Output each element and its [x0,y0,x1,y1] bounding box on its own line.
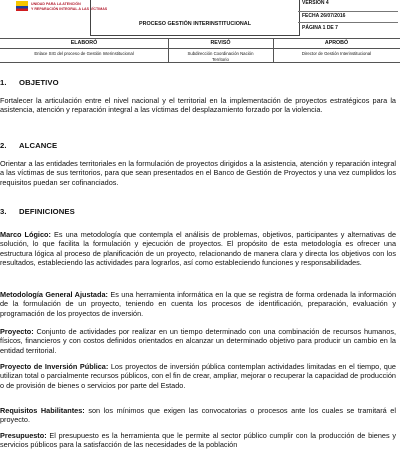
header-reviso: REVISÓ [210,40,231,46]
section-number: 3. [0,207,7,216]
definition-paragraph [0,406,396,425]
divider [298,22,398,23]
definition-text: Los proyectos de inversión pública contemplan actividades limitadas en el tiempo, que utilizan total o parcialmente recursos públicos, con el fin de crear, ampliar, mejorar o recuperar la capacidad de producción o de provisión de bienes o servicios por parte del Estado. [0,362,396,390]
definition-text: son los mínimos que exigen las convocatorias o procesos ante los cuales se tramitará el proyecto. [0,406,396,425]
flag-icon [16,1,28,11]
approval-table [0,38,400,64]
definition-term: Proyecto: [0,327,34,336]
header-aprobo: APROBÓ [324,40,349,46]
definition-paragraph [0,362,396,390]
version-label: VERSIÓN 4 [302,0,329,6]
definition-term: Marco Lógico: [0,230,51,239]
definition-paragraph [0,290,396,318]
definition-term: Requisitos Habilitantes: [0,406,85,415]
date-label: FECHA 26/07/2016 [302,13,346,19]
section-number: 1. [0,78,7,87]
section-heading-definiciones [0,207,75,216]
divider [298,11,398,12]
section-number: 2. [0,141,7,150]
objetivo-text: Fortalecer la articulación entre el nivel nacional y el territorial en la implementación de proyectos estratégicos para la asistencia, atención y reparación integral a las víctimas del desplazamiento forzado por la violencia. [0,96,396,115]
org-line-2: Y REPARACIÓN INTEGRAL A LAS VÍCTIMAS [31,7,108,11]
table-bottom-border [0,62,400,63]
definition-paragraph [0,431,396,450]
organization-logo [16,0,108,16]
alcance-text: Orientar a las entidades territoriales en la formulación de proyectos dirigidos a la asistencia, atención y reparación integral a las víctimas de sus territorios, para que sean presentados en el Banco de Gestión de Proyectos y una vez cumplidos los requisitos puedan ser cofinanciados. [0,159,396,187]
approval-header-row [0,38,400,49]
section-title: DEFINICIONES [19,207,75,216]
section-heading-alcance [0,141,57,150]
definition-text: Conjunto de actividades por realizar en un tiempo determinado con una combinación de recursos humanos, físicos, financieros y con costos definidos orientados en alcanzar un determinado objetivo para producir un cambio en la entidad territorial. [0,327,396,355]
definition-term: Presupuesto: [0,431,47,440]
definition-paragraph [0,230,396,268]
org-line-1: UNIDAD PARA LA ATENCIÓN [31,2,81,6]
definition-text: Es una herramienta informática en la que se registra de forma ordenada la información de la formulación de un proyecto, teniendo en cuenta los procesos de identificación, preparación, evaluación y programación de los proyectos de inversión. [0,290,397,318]
section-heading-objetivo [0,78,59,87]
reviso-value-line-1: Subdirección Coordinación Nación [187,51,254,56]
definition-text: Es una metodología que contempla el análisis de problemas, objetivos, participantes y alternativas de solución, lo que facilita la formulación y ejecución de proyectos. El propósito de esta metodología es ofrecer una estructura lógica al proceso de planificación de un proyecto, relacionando de manera clara y directa los objetivos con los resultados, estableciendo las actividades para lograrlos, así como estableciendo funciones y responsabilidades. [0,230,396,268]
header-elaboro: ELABORÓ [70,40,98,46]
process-box [90,0,300,36]
page-label: PÁGINA 1 DE 7 [302,25,338,31]
aprobo-value: Director de Gestión Interinstitucional [301,51,372,56]
elaboro-value: Enlace SIG del proceso de Gestión Interinstitucional [34,51,134,56]
definition-term: Proyecto de Inversión Pública: [0,362,109,371]
section-title: OBJETIVO [19,78,59,87]
section-title: ALCANCE [19,141,58,150]
definition-text: El presupuesto es la herramienta que le permite al sector público cumplir con la producción de bienes y servicios públicos para la satisfacción de las necesidades de la población [0,431,397,450]
process-title: PROCESO GESTIÓN INTERINSTITUCIONAL [138,21,251,27]
reviso-value [168,51,273,62]
definition-paragraph [0,327,396,355]
reviso-value-line-2: Territorio [212,56,229,62]
definition-term: Metodología General Ajustada: [0,290,108,299]
